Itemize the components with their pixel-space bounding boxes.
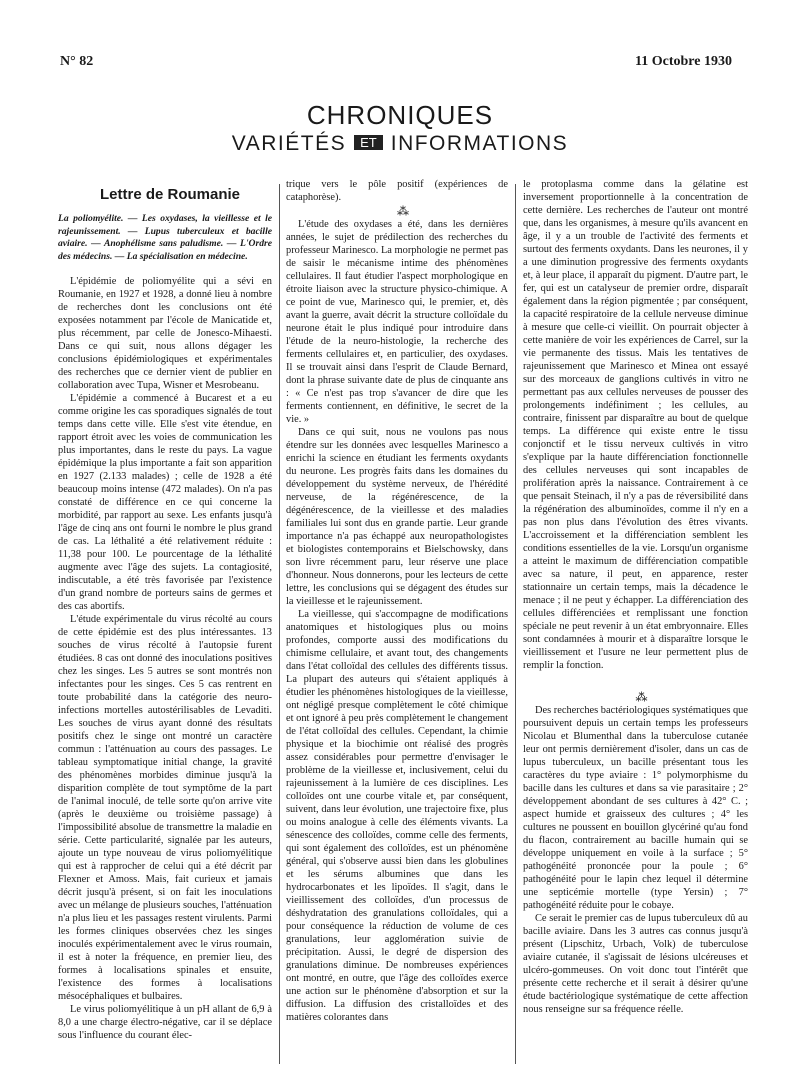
column-1 <box>58 178 272 1058</box>
paragraph-continuation: trique vers le pôle positif (expériences de cataphorèse). <box>286 179 508 203</box>
paragraph: Ce serait le premier cas de lupus tuberculeux dû au bacille aviaire. Dans les 3 autres cas connus jusqu'à présent (Lipschitz, Urbach, Volk) de tuberculose aviaire cutanée, il s'agissait de lésions ulcéreuses et ulcéro-gommeuses. On voit donc tout l'intérêt que présente cette recherche et il serait à désirer qu'une étude bactériologique systématique de cette affection nous renseigne sur sa fréquence réelle. <box>523 913 748 1015</box>
paragraph: Des recherches bactériologiques systématiques que poursuivent depuis un certain temps les professeurs Nicolau et Blumenthal dans la tuberculose cutanée leur ont permis dernièrement d'isoler, dans un cas de lupus tuberculeux, un bacille présentant tous les caractères du type aviaire : 1° polymorphisme du bacille dans les cultures et dans sa vie parasitaire ; 2° développement abondant de ses cultures à 42° C. ; aspect humide et graisseux des cultures ; 4° les cultures ne poussent en bouillon glycériné qu'au fond du flacon, contrairement au bacille humain qui se développe uniquement en voile à la surface ; 5° pathogénéité prononcée pour la poule ; 6° pathogénéité pour le lapin chez lequel il détermine une septicémie mortelle (type Yersin) ; 7° pathogénéité réduite pour le cobaye. <box>523 705 748 911</box>
section-separator: ⁂ <box>397 204 409 218</box>
column-2 <box>286 178 508 1063</box>
paragraph-continuation: le protoplasma comme dans la gélatine est inversement proportionnelle à la concentration de cette dernière. Les recherches de l'auteur ont montré que, dans les organismes, à mesure qu'ils avancent en âge, il y a un trouble de l'activité des ferments et surtout des ferments oxydants. Dans les neurones, il y a une diminution progressive des ferments oxydants et, à leur place, il apparaît du pigment. D'autre part, le fer, qui est un catalyseur de premier ordre, disparaît également dans la région pigmentée ; par conséquent, la capacité respiratoire de la cellule nerveuse diminue à mesure que celle-ci vieillit. On pourrait objecter à cette manière de voir les expériences de Carrel, sur la vie permanente des tissus. Mais les tentatives de rajeunissement que Marinesco et Minea ont essayé sur des morceaux de ganglions cultivés in vitro ne permettant pas aux cellules nerveuses de pousser des prolongements indéfiniment ; les cellules, au contraire, finissent par disparaître au bout de quelque temps. La différence qui existe entre le tissu conjonctif et le tissu nerveux cultivés in vitro s'explique par la haute différenciation fonctionnelle des cellules nerveuses qui sont incapables de prolifération après la naissance. Contrairement à ce que pensait Steinach, il n'y a pas de réversibilité dans la régénération des albuminoïdes, comme il n'y en a pas non plus dans l'évolution des êtres vivants. L'accroissement et la différenciation semblent les conditions essentielles de la vie. Lorsqu'un organisme a atteint le maximum de différenciation compatible avec sa nature, il peut, en apparence, rester stationnaire un certain temps, mais la décadence le menace ; il ne peut y échapper. La différenciation des cellules différenciées et remplissant une fonction spéciale ne peut revenir à un état embryonnaire. Elles sont condamnées à mourir et à disparaître lorsque le vieillissement et l'usure ne leur permettent plus de remplir la fonction. <box>523 179 748 671</box>
issue-number: N° 82 <box>60 54 94 69</box>
article-summary: La poliomyélite. — Les oxydases, la vieillesse et le rajeunissement. — Lupus tuberculeux et bacille aviaire. — Anophélisme sans paludisme. — L'Ordre des médecins. — La spécialisation en médecine. <box>58 213 272 262</box>
paragraph: Dans ce qui suit, nous ne voulons pas nous étendre sur les données avec lesquelles Marinesco a enrichi la science en étudiant les ferments oxydants du neurone. Les progrès faits dans les domaines du développement du système nerveux, de l'hérédité nerveuse, de la régénérescence, de la dégénérescence, de la vieillesse et des maladies familiales lui sont dus en grande partie. Leur grande importance n'a pas échappé aux neuropathologistes et biologistes contemporains et Bielschowsky, dans son livre récemment paru, leur réserve une place d'honneur. Nous donnerons, pour les lecteurs de cette lettre, les conclusions qui se dégagent des études sur la vieillesse et le rajeunissement. <box>286 427 508 607</box>
issue-date: 11 Octobre 1930 <box>635 54 732 69</box>
masthead-word-informations: INFORMATIONS <box>390 132 569 155</box>
paragraph: Le virus poliomyélitique à un pH allant de 6,9 à 8,0 a une charge électro-négative, car il se déplace sous l'influence du courant élec- <box>58 1004 272 1041</box>
paragraph: L'étude des oxydases a été, dans les dernières années, le sujet de prédilection des recherches du professeur Marinesco. La morphologie ne permet pas de saisir le mécanisme intime des phénomènes cellulaires. Il faut étudier l'aspect morphologique en étroite liaison avec la structure physico-chimique. A ce point de vue, Marinesco qui, le premier, et, dès avant la guerre, avait décrit la structure colloïdale du neurone était le plus indiqué pour introduire dans l'étude de la neuro-histologie, la recherche des ferments cellulaires et, en particulier, des oxydases. Il se trouvait ainsi dans l'esprit de Claude Bernard, dont la phrase suivante date de plus de cinquante ans : « Ce n'est pas trop s'avancer de dire que les ferments contiennent, en définitive, le secret de la vie. » <box>286 219 508 425</box>
article-title: Lettre de Roumanie <box>100 186 241 203</box>
masthead-word-varietes: VARIÉTÉS <box>231 132 347 155</box>
masthead-title: CHRONIQUES <box>306 100 494 130</box>
paragraph: La vieillesse, qui s'accompagne de modifications anatomiques et histologiques plus ou moins profondes, comporte aussi des modifications du chimisme cellulaire, et avant tout, des changements dans l'état colloïdal des cellules des différents tissus. La plupart des auteurs qui s'étaient appliqués à étudier les phénomènes histologiques de la vieillesse, ont négligé presque complètement le côté chimique et ont ignoré à peu près complètement le changement de l'état colloïdal des cellules. Cependant, la chimie physique et la biochimie ont réalisé des progrès assez considérables pour permettre d'envisager le problème de la vieillesse et, inclusivement, celui du rajeunissement à la lumière de ces disciplines. Les colloïdes ont une courbe vitale et, par conséquent, suivent, dans leur évolution, une trajectoire fixe, plus ou moins analogue à celle des éléments vivants. La sénescence des colloïdes, comme celle des ferments, qui sont également des colloïdes, est un phénomène général, qui s'observe aussi bien dans les globulines et les sérums albumines que dans les hydrocarbonates et les lipoïdes. Il s'agit, dans le vieillissement des colloïdes, d'un processus de déshydratation des granulations colloïdales, qui a pour conséquence la réduction de volume de ces granulations, leur agglomération suivie de précipitation. Aussi, le degré de dispersion des granulations diminue. De nombreuses expériences ont montré, en outre, que l'âge des colloïdes exerce une action sur le phénomène d'absorption et sur la diffusion. La diffusion des cristalloïdes et des matières colorantes dans <box>286 609 508 1023</box>
column-3 <box>523 178 748 1058</box>
section-separator: ⁂ <box>635 690 648 704</box>
paragraph: L'épidémie de poliomyélite qui a sévi en Roumanie, en 1927 et 1928, a donné lieu à nombre de recherches dont les conclusions ont été exposées notamment par l'école de Manicatide et, plus récemment, par celle de Jonesco-Mihaesti. Dans ce qui suit, nous allons dégager les conclusions épidémiologiques et expérimentales des recherches que ce dernier vient de publier en collaboration avec Tupa, Wisner et Mesrobeanu. <box>58 276 272 391</box>
paragraph: L'épidémie a commencé à Bucarest et a eu comme origine les cas sporadiques signalés de tout temps dans cette ville. Elle s'est vite étendue, en rapport étroit avec les voies de communication les plus importantes, dans le reste du pays. La vague épidémique la plus importante a fait son apparition en 1927 (2.133 malades) ; celle de 1928 a été beaucoup moins intense (472 malades). On n'a pas constaté de différence en ce qui concerne la morbidité, par rapport au sexe. Les enfants jusqu'à l'âge de cinq ans ont fourni le nombre le plus grand de cas. La léthalité a été relativement réduite : 11,38 pour 100. Le pourcentage de la léthalité augmente avec l'âge des sujets. La contagiosité, indiscutable, a été très favorisée par l'existence d'un grand nombre de porteurs sains de germes et des cas abortifs. <box>58 393 272 612</box>
masthead-subtitle <box>0 132 800 156</box>
column-rule-1 <box>279 184 280 1064</box>
column-rule-2 <box>515 184 516 1064</box>
paragraph: L'étude expérimentale du virus récolté au cours de cette épidémie est des plus intéressantes. 13 souches de virus récolté à l'autopsie furent étudiées. 8 cas ont donné des inoculations positives chez les singes. Les 5 autres se sont montrés non infectantes pour les singes. Ces 5 cas rentrent en toute probabilité dans la catégorie des neuro-infections mortelles autostérilisables de Levaditi. Les souches de virus ayant donné des résultats positifs chez le singe ont montré un caractère commun : l'atténuation au cours des passages. Le tableau symptomatique initial change, la gravité des phénomènes morbides diminue jusqu'à la disparition complète de tout symptôme de la part de l'animal inoculé, de telle sorte qu'on arrive vite (après le deuxième ou troisième passage) à l'impossibilité absolue de transmettre la maladie en série. Cette particularité, signalée par les auteurs, ajoute un type nouveau de virus poliomyélitique qui est à rapprocher de celui qui a été décrit par Flexner et Amoss. Mais, fait curieux et jamais décrit jusqu'à présent, si on fait les inoculations avec un mélange de plusieurs souches, l'atténuation n'a plus lieu et les passages restent virulents. Parmi les formes cliniques observées chez les singes inoculés expérimentalement avec le virus roumain, il est à noter la fréquence, en premier lieu, des formes à localisations spinales et ensuite, l'existence des formes à localisations mésocéphaliques et bulbaires. <box>58 614 272 1002</box>
masthead-and-ornament: ET <box>354 135 383 150</box>
